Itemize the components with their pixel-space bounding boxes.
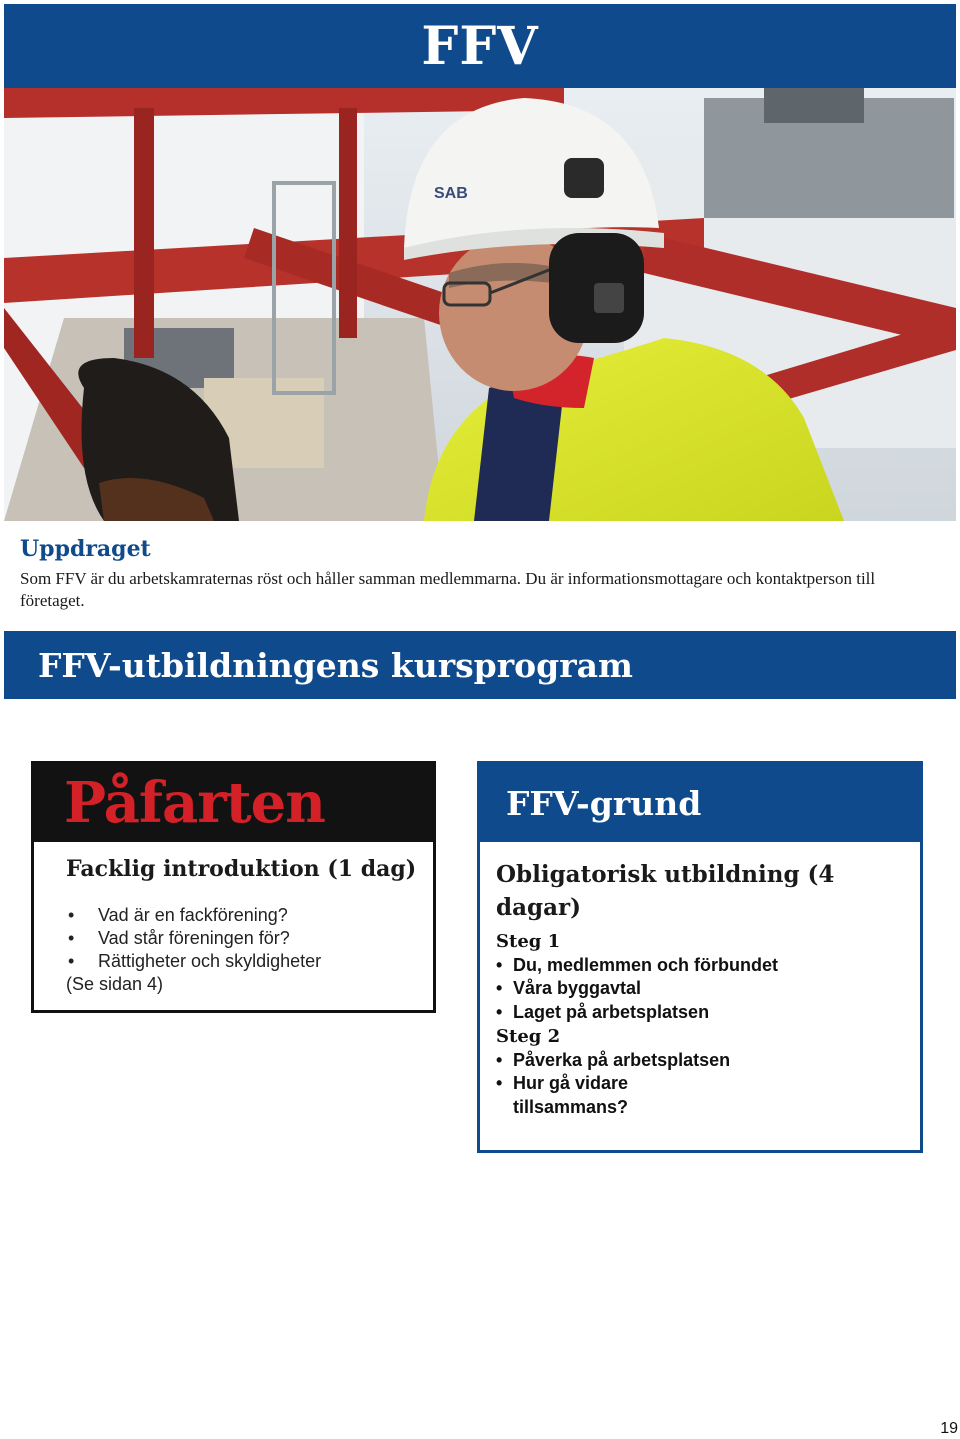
ffv-grund-subtitle: Obligatorisk utbildning (4 dagar) (496, 861, 835, 921)
uppdraget-title: Uppdraget (20, 536, 151, 562)
page-header-title: FFV (421, 15, 539, 77)
list-item: • Rättigheter och skyldigheter (66, 950, 433, 973)
list-item: • Vad står föreningen för? (66, 927, 433, 950)
ffv-grund-header (480, 764, 920, 842)
pafarten-list (66, 904, 433, 973)
program-title: FFV-utbildningens kursprogram (38, 645, 633, 685)
list-item: • Du, medlemmen och förbundet (496, 954, 779, 975)
construction-worker-photo (4, 88, 956, 521)
list-item: • Våra byggavtal (496, 978, 642, 999)
pafarten-box (31, 761, 436, 1013)
page-number: 19 (940, 1420, 958, 1437)
steg-2-label: Steg 2 (496, 1025, 561, 1047)
list-item: • Hur gå vidare tillsammans? (496, 1073, 629, 1117)
ffv-grund-steps (496, 930, 920, 1120)
ffv-grund-box (477, 761, 923, 1153)
pafarten-subtitle: Facklig introduktion (1 dag) (66, 856, 417, 882)
list-item: • Påverka på arbetsplatsen (496, 1049, 731, 1070)
steg-1-label: Steg 1 (496, 931, 561, 952)
top-banner (4, 4, 956, 88)
pafarten-note: (Se sidan 4) (66, 974, 164, 994)
uppdraget-text: Som FFV är du arbetskamraternas röst och håller samman medlemmarna. Du är informationsmottagare och kontaktperson till företaget. (20, 569, 876, 610)
ffv-grund-title: FFV-grund (506, 783, 702, 823)
program-title-bar (4, 631, 956, 699)
list-item: • Vad är en fackförening? (66, 904, 433, 927)
helmet-logo-text: SAB (434, 185, 468, 202)
pafarten-title: Påfarten (64, 770, 325, 836)
pafarten-header (34, 764, 433, 842)
list-item: • Laget på arbetsplatsen (496, 1002, 710, 1023)
